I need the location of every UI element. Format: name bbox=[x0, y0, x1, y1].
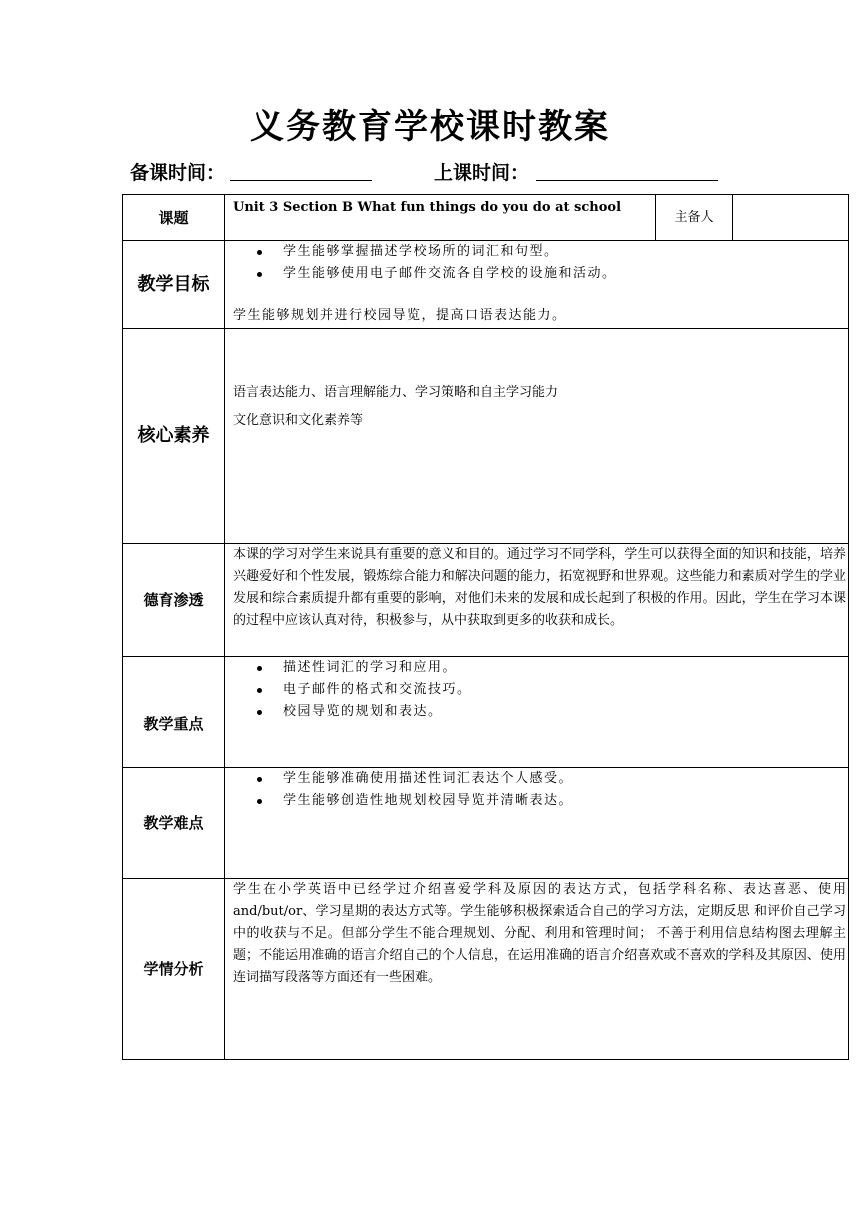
difficulties-list bbox=[225, 768, 848, 812]
key-points-label: 教学重点 bbox=[123, 657, 225, 768]
key-points-cell bbox=[225, 657, 849, 768]
class-time-label: 上课时间： bbox=[434, 162, 530, 184]
literacy-label: 核心素养 bbox=[123, 329, 225, 544]
difficulty-item: 学生能够准确使用描述性词汇表达个人感受。 bbox=[283, 768, 848, 790]
row-objectives bbox=[123, 241, 849, 329]
row-analysis bbox=[123, 879, 849, 1060]
key-point-item: 校园导览的规划和表达。 bbox=[283, 701, 848, 723]
moral-cell bbox=[225, 544, 849, 657]
page-title: 义务教育学校课时教案 bbox=[250, 107, 610, 147]
row-literacy bbox=[123, 329, 849, 544]
topic-cell bbox=[225, 195, 656, 241]
owner-value bbox=[733, 195, 849, 241]
key-point-item: 电子邮件的格式和交流技巧。 bbox=[283, 679, 848, 701]
key-points-list bbox=[225, 657, 848, 723]
difficulties-label: 教学难点 bbox=[123, 768, 225, 879]
difficulties-cell bbox=[225, 768, 849, 879]
objectives-cell bbox=[225, 241, 849, 329]
lesson-plan-table bbox=[122, 194, 849, 1060]
objective-item: 学生能够使用电子邮件交流各自学校的设施和活动。 bbox=[283, 263, 848, 285]
analysis-text: 学生在小学英语中已经学过介绍喜爱学科及原因的表达方式，包括学科名称、表达喜恶、使用 and/but/or、学习星期的表达方式等。学生能够积极探索适合自己的学习方法，定期反思 和评价自己学习中的收获与不足。但部分学生不能合理规划、分配、利用和管理时间； 不善于利用信息结构图去理解主题；不能运用准确的语言介绍自己的个人信息，在运用准确的语言介绍喜欢或不喜欢的学科及其原因、使用连词描写段落等方面还有一些困难。 bbox=[233, 882, 846, 985]
objectives-label: 教学目标 bbox=[123, 241, 225, 329]
owner-label: 主备人 bbox=[656, 195, 733, 241]
objectives-text: 学生能够规划并进行校园导览，提高口语表达能力。 bbox=[233, 308, 567, 323]
topic-label: 课题 bbox=[123, 195, 225, 241]
moral-label: 德育渗透 bbox=[123, 544, 225, 657]
topic-value: Unit 3 Section B What fun things do you do at school bbox=[233, 200, 622, 215]
analysis-label: 学情分析 bbox=[123, 879, 225, 1060]
key-point-item: 描述性词汇的学习和应用。 bbox=[283, 657, 848, 679]
literacy-line: 文化意识和文化素养等 bbox=[233, 413, 364, 428]
row-difficulties bbox=[123, 768, 849, 879]
analysis-cell bbox=[225, 879, 849, 1060]
row-topic bbox=[123, 195, 849, 241]
prep-time-label: 备课时间： bbox=[130, 162, 226, 184]
difficulty-item: 学生能够创造性地规划校园导览并清晰表达。 bbox=[283, 790, 848, 812]
moral-text: 本课的学习对学生来说具有重要的意义和目的。通过学习不同学科，学生可以获得全面的知识和技能，培养兴趣爱好和个性发展，锻炼综合能力和解决问题的能力，拓宽视野和世界观。这些能力和素质对学生的学业发展和综合素质提升都有重要的影响，对他们未来的发展和成长起到了积极的作用。因此，学生在学习本课的过程中应该认真对待，积极参与，从中获取到更多的收获和成长。 bbox=[233, 547, 846, 628]
class-time-blank bbox=[536, 180, 718, 181]
row-moral bbox=[123, 544, 849, 657]
literacy-cell bbox=[225, 329, 849, 544]
prep-time-blank bbox=[230, 180, 372, 181]
objectives-list bbox=[225, 241, 848, 285]
literacy-line: 语言表达能力、语言理解能力、学习策略和自主学习能力 bbox=[233, 385, 559, 400]
row-key-points bbox=[123, 657, 849, 768]
objective-item: 学生能够掌握描述学校场所的词汇和句型。 bbox=[283, 241, 848, 263]
